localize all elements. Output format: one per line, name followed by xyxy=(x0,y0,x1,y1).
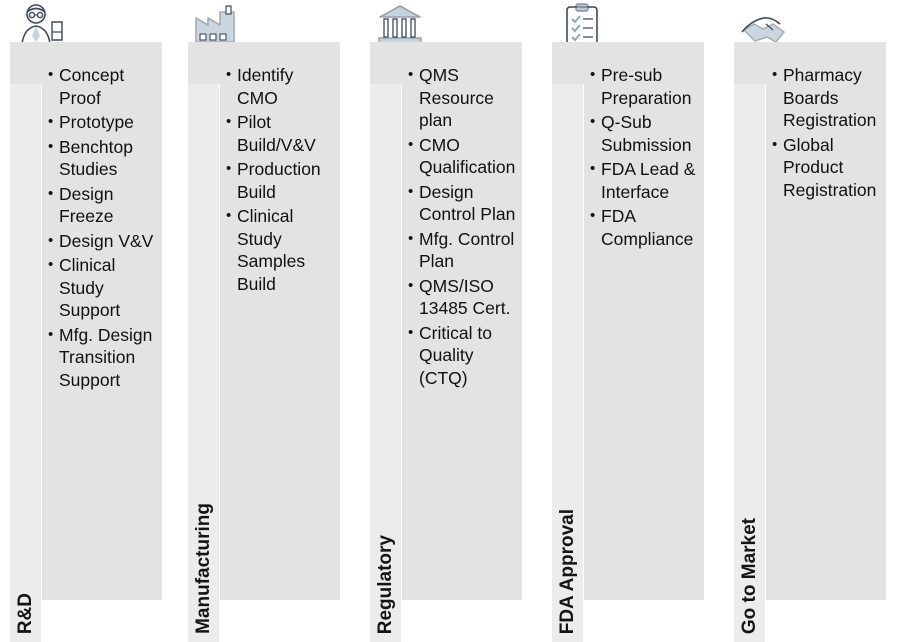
phase-bullet-list xyxy=(772,64,882,203)
phase-bullet-item: • Global Product Registration xyxy=(772,134,882,202)
phase-column-body xyxy=(188,42,340,634)
phase-label-rd: R&D xyxy=(15,592,36,634)
phase-bullet-item: • Benchtop Studies xyxy=(48,136,158,181)
phase-bullet-list xyxy=(408,64,518,391)
phase-bullet-item: • Mfg. Design Transition Support xyxy=(48,324,158,392)
phase-bullet-item: • QMS/ISO 13485 Cert. xyxy=(408,275,518,320)
handshake-icon xyxy=(736,2,792,44)
phase-bullet-item: • QMS Resource plan xyxy=(408,64,518,132)
phase-bullet-item: • Design Freeze xyxy=(48,183,158,228)
clipboard-checklist-icon xyxy=(554,2,610,44)
phase-bullet-list xyxy=(226,64,336,297)
phase-label-go-to-market: Go to Market xyxy=(739,517,760,634)
phase-bullet-item: • Q-Sub Submission xyxy=(590,111,700,156)
phase-label-strip xyxy=(552,84,584,642)
phase-label-fda-approval: FDA Approval xyxy=(557,508,578,634)
phase-bullet-item: • Clinical Study Samples Build xyxy=(226,205,336,295)
phase-bullet-item: • Mfg. Control Plan xyxy=(408,228,518,273)
phase-column-rd[interactable] xyxy=(10,0,162,634)
phase-bullet-item: • Identify CMO xyxy=(226,64,336,109)
phase-bullet-item: • Critical to Quality (CTQ) xyxy=(408,322,518,390)
phase-bullet-list xyxy=(48,64,158,393)
phase-bullet-item: • Design V&V xyxy=(48,230,158,253)
phase-label-strip xyxy=(370,84,402,642)
factory-icon xyxy=(190,2,246,44)
phase-column-go-to-market[interactable] xyxy=(734,0,886,634)
phase-bullet-item: • Pilot Build/V&V xyxy=(226,111,336,156)
phase-column-manufacturing[interactable] xyxy=(188,0,340,634)
phase-bullet-item: • CMO Qualification xyxy=(408,134,518,179)
phase-column-body xyxy=(734,42,886,634)
phase-bullet-item: • Design Control Plan xyxy=(408,181,518,226)
phase-label-regulatory: Regulatory xyxy=(375,534,396,634)
institution-icon xyxy=(372,2,428,44)
phase-bullet-item: • Clinical Study Support xyxy=(48,254,158,322)
phase-bullet-item: • Pre-sub Preparation xyxy=(590,64,700,109)
phase-bullet-item: • Concept Proof xyxy=(48,64,158,109)
phase-label-strip xyxy=(188,84,220,642)
phase-bullet-item: • Production Build xyxy=(226,158,336,203)
phase-column-body xyxy=(370,42,522,634)
phase-bullet-item: • Prototype xyxy=(48,111,158,134)
phase-label-manufacturing: Manufacturing xyxy=(193,503,214,634)
phase-column-body xyxy=(10,42,162,634)
phase-column-body xyxy=(552,42,704,634)
phase-bullet-item: • FDA Lead & Interface xyxy=(590,158,700,203)
phase-bullet-item: • FDA Compliance xyxy=(590,205,700,250)
phase-label-strip xyxy=(734,84,766,642)
phase-label-strip xyxy=(10,84,42,642)
scientist-icon xyxy=(12,2,68,44)
phase-bullet-item: • Pharmacy Boards Registration xyxy=(772,64,882,132)
phase-column-regulatory[interactable] xyxy=(370,0,522,634)
phase-bullet-list xyxy=(590,64,700,252)
phase-column-fda-approval[interactable] xyxy=(552,0,704,634)
